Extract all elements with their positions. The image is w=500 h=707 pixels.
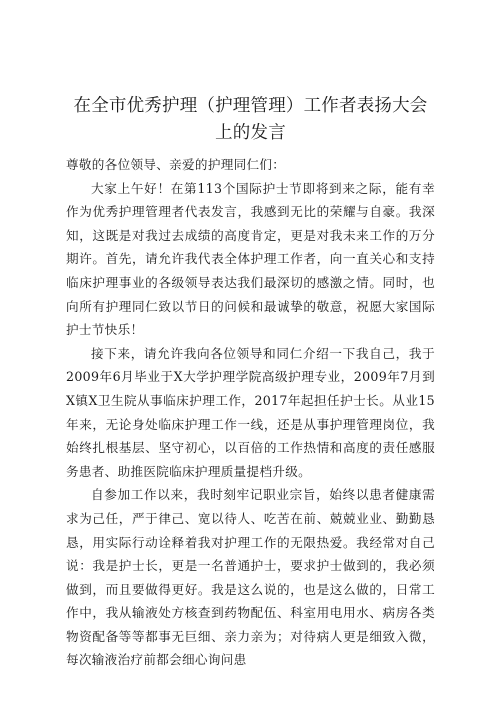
document-title [66,93,435,147]
paragraph-self-introduction: 接下来，请允许我向各位领导和同仁介绍一下我自己，我于2009年6月毕业于X大学护理学院高级护理专业，2009年7月到X镇X卫生院从事临床护理工作，2017年起担任护士长。从业15年来，无论身处临床护理工作一线，还是从事护理管理岗位，我始终扎根基层、坚守初心，以百倍的工作热情和高度的责任感服务患者、助推医院临床护理质量提档升级。 [66,345,435,479]
paragraph-work-experience: 自参加工作以来，我时刻牢记职业宗旨，始终以患者健康需求为己任，严于律己、宽以待人、吃苦在前、兢兢业业、勤勤恳恳，用实际行动诠释着我对护理工作的无限热爱。我经常对自己说：我是护士长，更是一名普通护士，要求护士做到的，我必须做到，而且要做得更好。我是这么说的，也是这么做的，日常工作中，我从输液处方核查到药物配伍、科室用电用水、病房各类物资配备等等都事无巨细、亲力亲为；对待病人更是细致入微，每次输液治疗前都会细心询问患 [66,487,435,668]
title-line-2: 上的发言 [215,123,286,143]
paragraph-greeting: 大家上午好！在第113个国际护士节即将到来之际，能有幸作为优秀护理管理者代表发言，我感到无比的荣耀与自豪。我深知，这既是对我过去成绩的高度肯定，更是对我未来工作的万分期许。首先，请允许我代表全体护理工作者，向一直关心和支持临床护理事业的各级领导表达我们最深切的感激之情。同时，也向所有护理同仁致以节日的问候和最诚挚的敬意，祝愿大家国际护士节快乐！ [66,180,435,338]
title-line-1: 在全市优秀护理（护理管理）工作者表扬大会 [73,96,428,116]
salutation: 尊敬的各位领导、亲爱的护理同仁们： [66,157,286,172]
